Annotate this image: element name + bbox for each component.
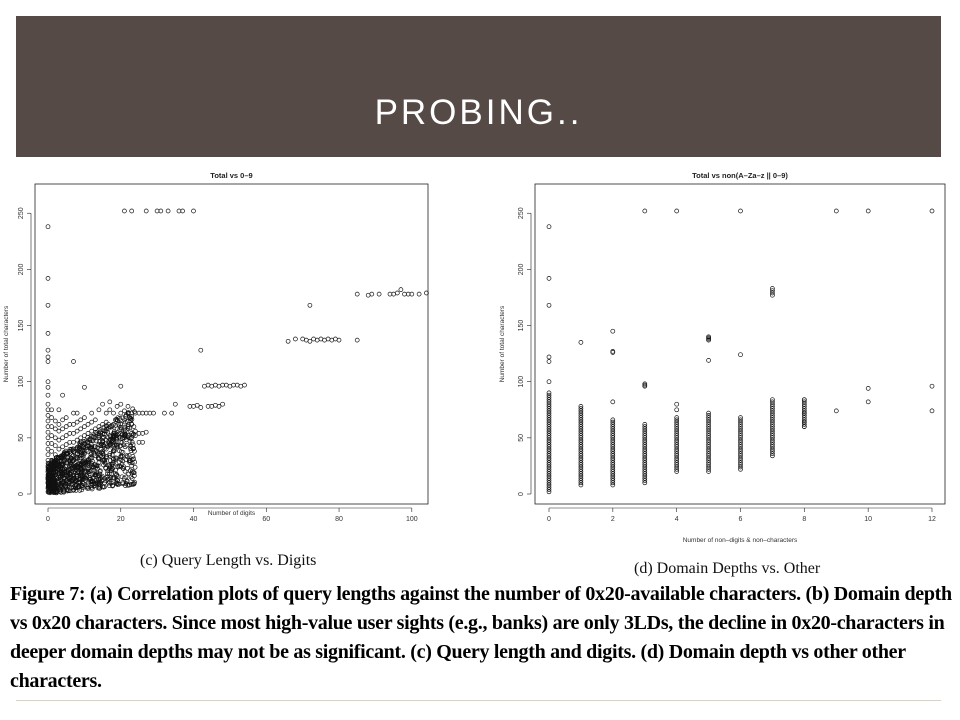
x-tick-label: 0 [46,516,50,523]
y-tick-label: 0 [18,492,25,496]
data-point [46,360,50,364]
data-point [355,338,359,342]
data-point [834,209,838,213]
data-point [395,291,399,295]
data-point [119,402,123,406]
data-point [866,400,870,404]
data-point [173,402,177,406]
data-point [866,386,870,390]
y-axis-label: Number of total characters [3,305,10,383]
data-point [50,434,54,438]
data-point [57,429,61,433]
slide-header [16,16,941,157]
data-point [50,416,54,420]
data-point [46,419,50,423]
y-tick-label: 200 [18,263,25,276]
data-point [79,418,83,422]
data-point [547,276,551,280]
data-point [97,408,101,412]
data-point [221,402,225,406]
data-point [579,340,583,344]
data-point [108,408,112,412]
data-point [53,419,57,423]
y-tick-label: 0 [518,492,525,496]
data-point [115,404,119,408]
data-point [675,402,679,406]
footer-rule [16,700,941,701]
data-point [46,430,50,434]
data-point [293,337,297,341]
x-tick-label: 80 [335,516,343,523]
data-point [46,385,50,389]
data-point [46,303,50,307]
data-point [866,209,870,213]
data-point [707,358,711,362]
y-tick-label: 50 [18,433,25,442]
data-point [199,406,203,410]
x-tick-label: 0 [547,516,551,523]
data-point [547,360,551,364]
y-tick-label: 200 [518,263,525,276]
data-point [133,465,137,469]
data-point [50,449,54,453]
data-point [286,339,290,343]
data-point [90,411,94,415]
data-point [547,380,551,384]
data-point [104,420,108,424]
data-point [46,276,50,280]
data-point [53,444,57,448]
y-tick-label: 250 [518,207,525,220]
data-point [61,393,65,397]
data-point [53,436,57,440]
data-point [101,402,105,406]
y-tick-label: 50 [518,433,525,442]
x-tick-label: 6 [738,516,743,523]
data-point [64,443,68,447]
plot-title: Total vs non(A–Za–z || 0–9) [692,171,788,180]
data-point [108,400,112,404]
data-point [162,411,166,415]
data-point [46,331,50,335]
data-point [93,418,97,422]
data-point [547,225,551,229]
y-tick-label: 150 [518,319,525,332]
y-tick-label: 100 [18,375,25,388]
x-tick-label: 4 [674,516,679,523]
data-point [46,355,50,359]
data-point [126,404,130,408]
figure-caption: Figure 7: (a) Correlation plots of query lengths against the number of 0x20-available characters. (b) Domain depth vs 0x20 characters. Since most high-value user sights (e.g., banks) are only 3LDs, the decline in 0x20-characters in deeper domain depths may not be as significant. (c) Query length and digits. (d) Domain depth vs other other characters. [10,583,952,692]
data-point [547,355,551,359]
x-tick-label: 10 [864,516,873,523]
plot-c [0,166,482,523]
x-tick-label: 40 [189,516,198,523]
data-point [79,436,83,440]
data-point [308,303,312,307]
data-point [834,409,838,413]
data-points [46,209,428,495]
data-point [377,292,381,296]
y-tick-label: 250 [18,207,25,220]
data-point [46,453,50,457]
data-point [130,209,134,213]
x-tick-label: 8 [802,516,807,523]
sub-caption-c: (c) Query Length vs. Digits [140,552,317,569]
data-point [675,209,679,213]
data-point [355,292,359,296]
y-axis-label: Number of total characters [499,305,506,383]
data-point [57,422,61,426]
data-point [399,288,403,292]
data-point [46,402,50,406]
data-point [61,418,65,422]
data-point [930,409,934,413]
x-tick-label: 12 [928,516,936,523]
data-point [308,339,312,343]
data-point [110,453,114,457]
x-tick-label: 60 [262,516,271,523]
data-point [417,292,421,296]
data-point [46,225,50,229]
data-points [547,209,934,494]
plot-d [490,166,952,551]
data-point [199,348,203,352]
data-point [547,303,551,307]
data-point [166,209,170,213]
data-point [86,431,90,435]
data-point [739,209,743,213]
data-point [64,416,68,420]
y-tick-label: 100 [518,375,525,388]
plot-title: Total vs 0–9 [210,171,253,180]
slide-title: PROBING.. [374,93,583,132]
data-point [611,400,615,404]
x-axis-label: Number of non–digits & non–characters [682,537,798,544]
x-tick-label: 2 [610,516,615,523]
data-point [72,360,76,364]
data-point [144,209,148,213]
data-point [104,411,108,415]
data-point [611,329,615,333]
sub-caption-d: (d) Domain Depths vs. Other [634,560,821,577]
data-point [57,438,61,442]
data-point [170,411,174,415]
data-point [119,384,123,388]
x-tick-label: 20 [116,516,125,523]
data-point [57,408,61,412]
x-tick-label: 100 [405,516,418,523]
x-axis-label: Number of digits [207,510,256,517]
data-point [192,209,196,213]
data-point [82,416,86,420]
scatter-plot-d [490,166,952,551]
data-point [337,338,341,342]
data-point [739,353,743,357]
y-tick-label: 150 [18,319,25,332]
data-point [243,383,247,387]
data-point [46,380,50,384]
scatter-plot-c [0,166,482,523]
data-point [930,209,934,213]
data-point [144,430,148,434]
data-point [643,209,647,213]
data-point [57,447,61,451]
data-point [79,427,83,431]
data-point [370,292,374,296]
data-point [46,348,50,352]
data-point [61,427,65,431]
data-point [82,385,86,389]
data-point [122,209,126,213]
data-point [86,422,90,426]
data-point [930,384,934,388]
data-point [46,393,50,397]
data-point [112,411,116,415]
data-point [675,408,679,412]
